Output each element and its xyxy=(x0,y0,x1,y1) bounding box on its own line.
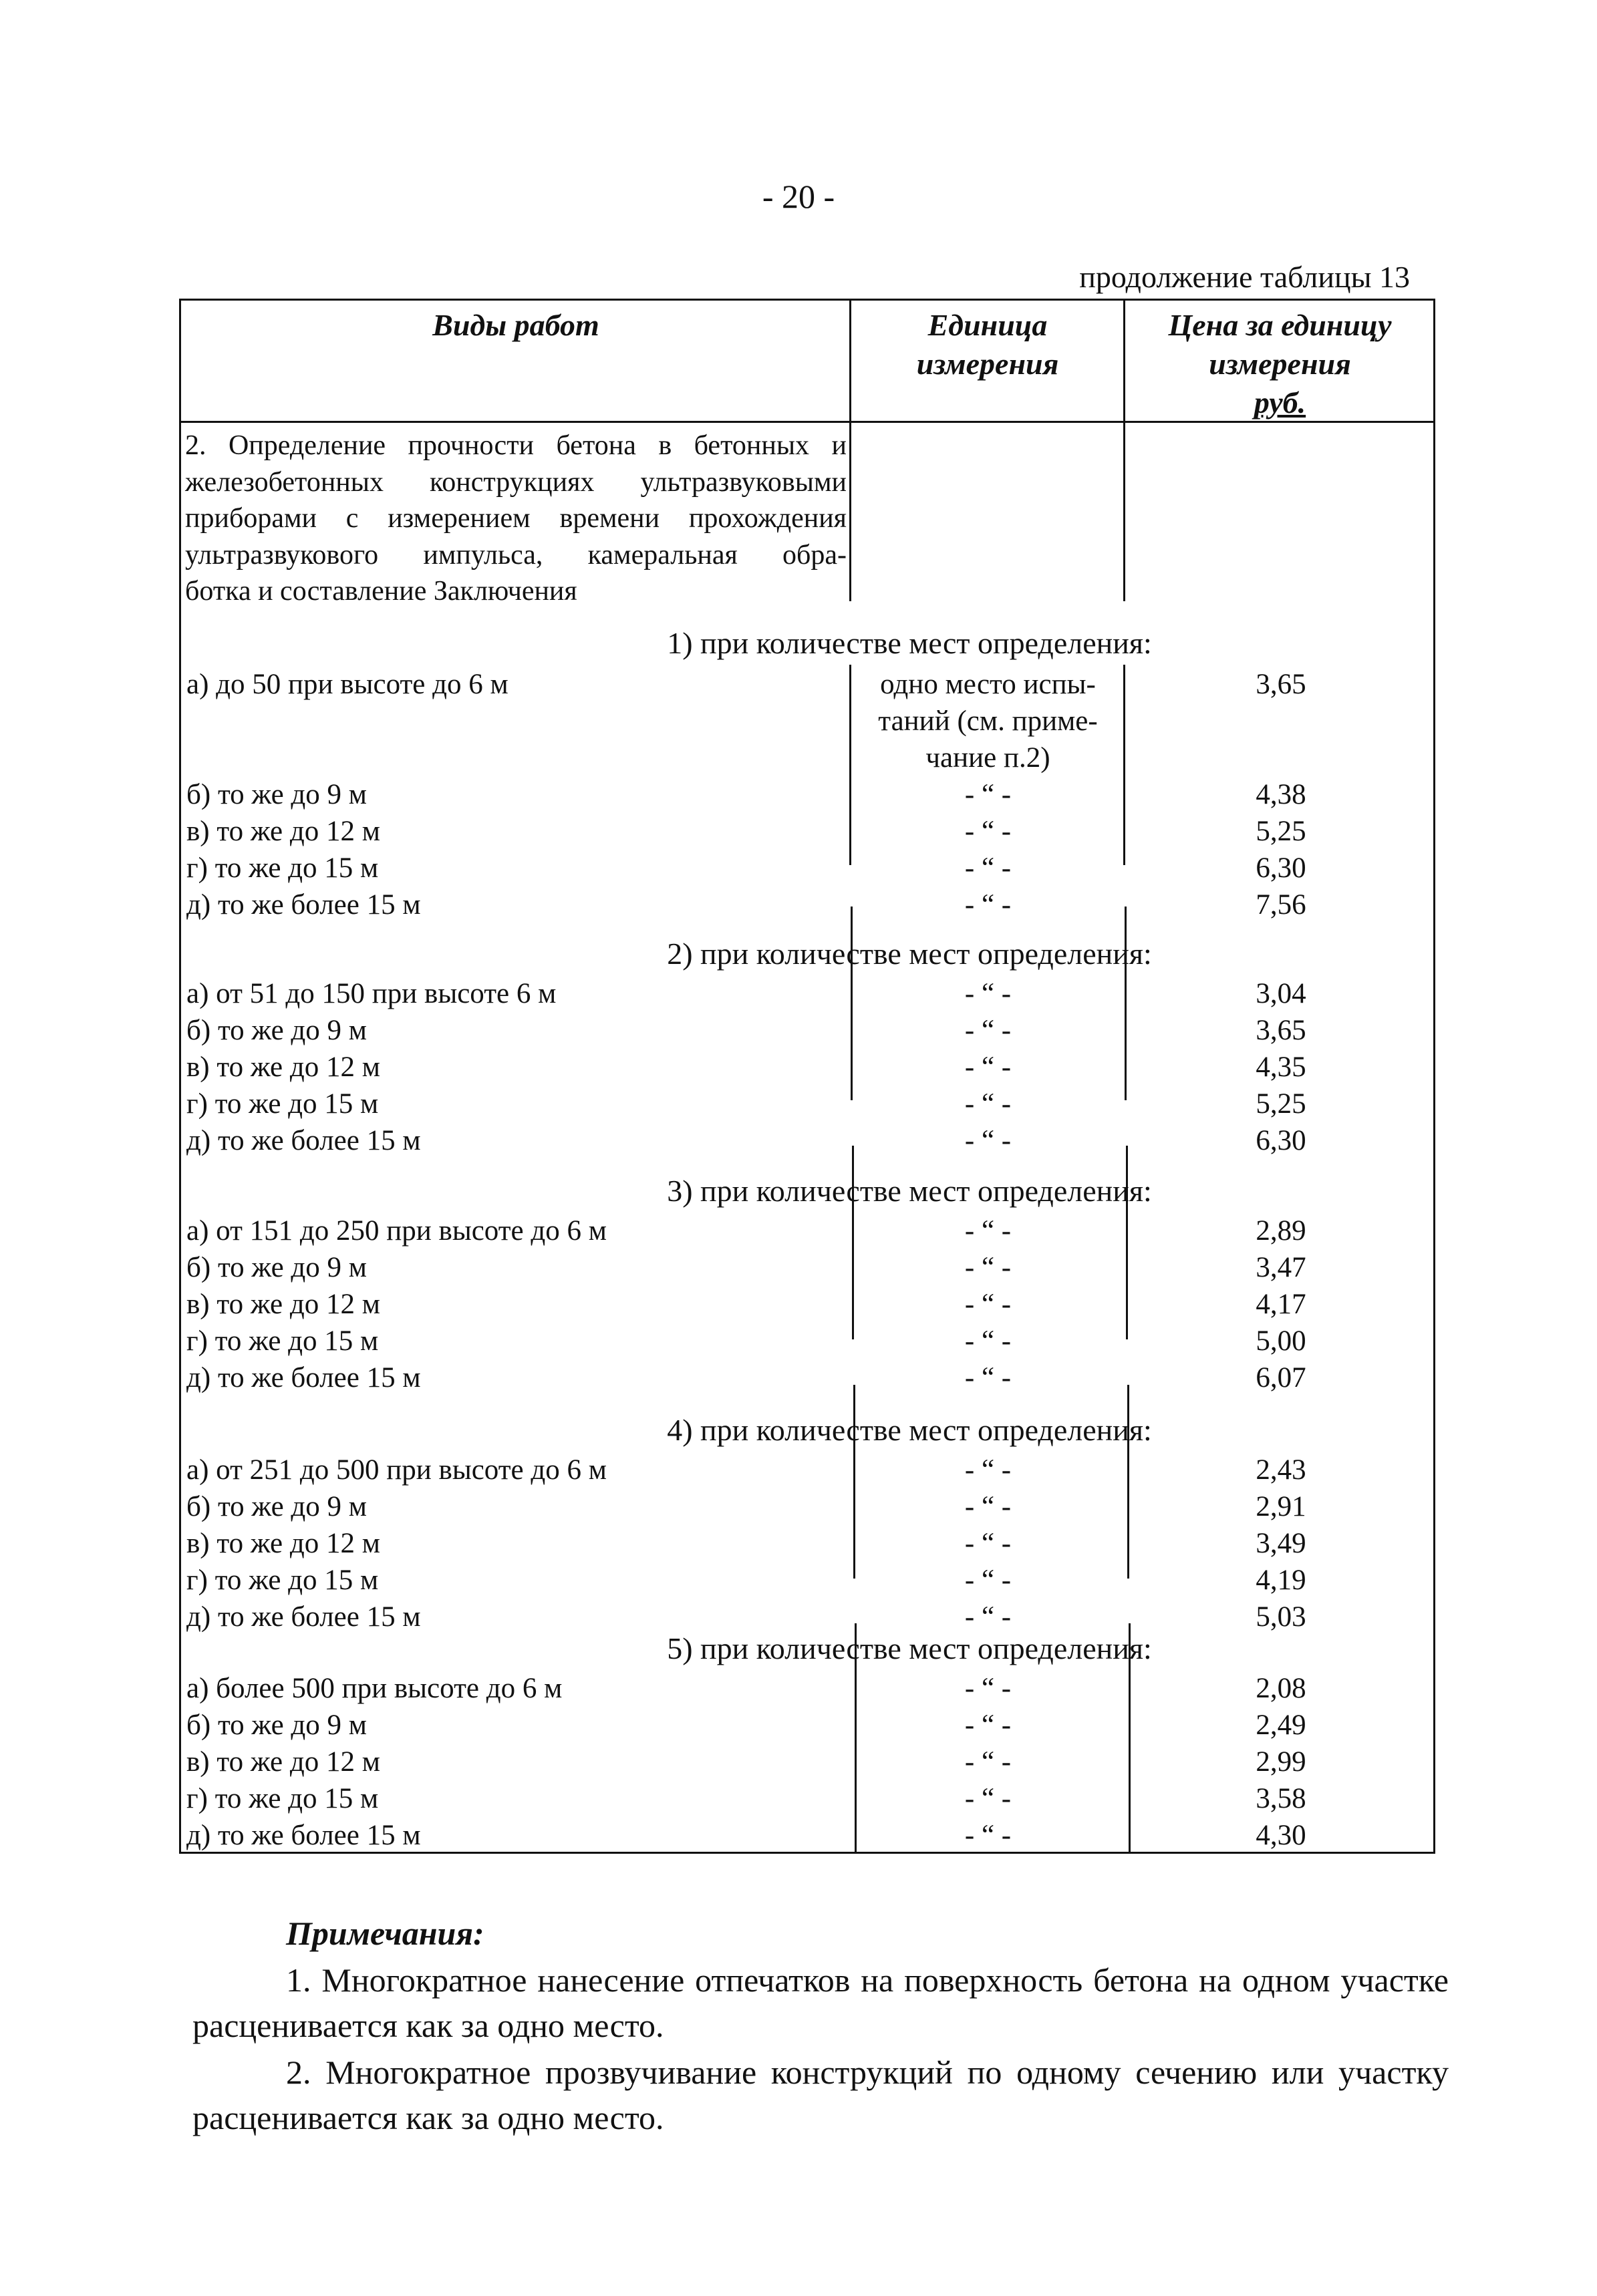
table-row xyxy=(181,1817,1435,1854)
work-cell: б) то же до 9 м xyxy=(186,1709,367,1741)
unit-cell-line: одно место испы- xyxy=(880,669,1096,700)
notes-section xyxy=(192,1911,1449,2140)
group-heading: 1) при количестве мест определения: xyxy=(667,626,1152,660)
unit-cell: - “ - xyxy=(964,1015,1012,1046)
unit-cell: - “ - xyxy=(964,1289,1012,1320)
unit-cell: - “ - xyxy=(964,1362,1012,1393)
price-cell: 4,19 xyxy=(1256,1565,1306,1596)
table-row xyxy=(181,850,1435,886)
price-cell: 3,04 xyxy=(1256,978,1306,1009)
section-title-line: 2. Определение прочности бетона в бетонных и xyxy=(185,430,847,461)
table-row xyxy=(181,666,1435,774)
group-heading: 5) при количестве мест определения: xyxy=(667,1631,1152,1665)
unit-cell: - “ - xyxy=(964,1215,1012,1247)
work-cell: г) то же до 15 м xyxy=(186,1088,379,1120)
section-title-line: железобетонных конструкциях ультразвуковыми xyxy=(185,466,847,498)
table-row xyxy=(181,886,1435,923)
work-cell: д) то же более 15 м xyxy=(186,1820,421,1851)
price-cell: 4,35 xyxy=(1256,1051,1306,1083)
work-cell: а) от 151 до 250 при высоте до 6 м xyxy=(186,1215,607,1247)
price-cell: 4,30 xyxy=(1256,1820,1306,1851)
section-title xyxy=(185,428,847,610)
unit-cell: - “ - xyxy=(964,1088,1012,1120)
work-cell: г) то же до 15 м xyxy=(186,852,379,884)
unit-cell-line: чание п.2) xyxy=(925,742,1050,774)
table-row xyxy=(181,1670,1435,1707)
header-work-type: Виды работ xyxy=(432,308,599,342)
table-row xyxy=(181,1323,1435,1359)
unit-cell: - “ - xyxy=(964,1783,1012,1814)
unit-cell: - “ - xyxy=(964,779,1012,810)
unit-cell: - “ - xyxy=(964,1325,1012,1357)
section-title-line: ультразвукового импульса, камеральная обра- xyxy=(185,539,847,570)
table-row xyxy=(181,1359,1435,1396)
work-cell: а) до 50 при высоте до 6 м xyxy=(186,669,509,700)
work-cell: б) то же до 9 м xyxy=(186,1252,367,1283)
unit-cell: - “ - xyxy=(964,1673,1012,1704)
table-row xyxy=(181,1249,1435,1286)
unit-cell: - “ - xyxy=(964,1709,1012,1741)
table-row xyxy=(181,1049,1435,1086)
unit-cell: - “ - xyxy=(964,978,1012,1009)
group-heading: 2) при количестве мест определения: xyxy=(667,937,1152,971)
price-cell: 6,07 xyxy=(1256,1362,1306,1393)
price-cell: 2,89 xyxy=(1256,1215,1306,1247)
price-cell: 2,43 xyxy=(1256,1454,1306,1486)
header-unit-line: Единица xyxy=(927,308,1048,342)
price-cell: 5,25 xyxy=(1256,816,1306,847)
unit-cell: - “ - xyxy=(964,1565,1012,1596)
work-cell: б) то же до 9 м xyxy=(186,779,367,810)
table-row xyxy=(181,1562,1435,1599)
price-cell: 4,17 xyxy=(1256,1289,1306,1320)
table-row xyxy=(181,1707,1435,1744)
unit-cell: - “ - xyxy=(964,1601,1012,1633)
work-cell: г) то же до 15 м xyxy=(186,1565,379,1596)
price-cell: 4,38 xyxy=(1256,779,1306,810)
unit-cell: - “ - xyxy=(964,1252,1012,1283)
work-cell: в) то же до 12 м xyxy=(186,1051,380,1083)
work-cell: в) то же до 12 м xyxy=(186,1289,380,1320)
work-cell: б) то же до 9 м xyxy=(186,1491,367,1522)
work-cell: г) то же до 15 м xyxy=(186,1783,379,1814)
price-cell: 3,49 xyxy=(1256,1528,1306,1559)
work-cell: д) то же более 15 м xyxy=(186,1601,421,1633)
table-row xyxy=(181,975,1435,1012)
section-title-line: приборами с измерением времени прохождения xyxy=(185,503,847,534)
price-table xyxy=(179,299,1435,1854)
header-price-currency: руб. xyxy=(1254,385,1306,420)
unit-cell: - “ - xyxy=(964,1051,1012,1083)
work-cell: д) то же более 15 м xyxy=(186,1125,421,1156)
unit-cell: - “ - xyxy=(964,1454,1012,1486)
table-row xyxy=(181,776,1435,813)
unit-cell: - “ - xyxy=(964,1820,1012,1851)
group-heading: 4) при количестве мест определения: xyxy=(667,1413,1152,1447)
price-cell: 3,58 xyxy=(1256,1783,1306,1814)
table-continuation-label: продолжение таблицы 13 xyxy=(1079,260,1410,294)
header-price-line: измерения xyxy=(1209,347,1351,381)
work-cell: в) то же до 12 м xyxy=(186,1746,380,1778)
work-cell: в) то же до 12 м xyxy=(186,816,380,847)
unit-cell: - “ - xyxy=(964,852,1012,884)
header-price xyxy=(1125,306,1435,422)
price-cell: 2,49 xyxy=(1256,1709,1306,1741)
work-cell: а) от 251 до 500 при высоте до 6 м xyxy=(186,1454,607,1486)
price-cell: 6,30 xyxy=(1256,852,1306,884)
unit-cell xyxy=(853,666,1123,776)
work-cell: а) более 500 при высоте до 6 м xyxy=(186,1673,563,1704)
unit-cell: - “ - xyxy=(964,1491,1012,1522)
table-row xyxy=(181,1212,1435,1249)
section-divider-2 xyxy=(1123,421,1125,601)
price-cell: 6,30 xyxy=(1256,1125,1306,1156)
price-cell: 3,47 xyxy=(1256,1252,1306,1283)
note-item: 2. Многократное прозвучивание конструкций по одному сечению или участку расценивается как за одно место. xyxy=(192,2054,1449,2136)
price-cell: 3,65 xyxy=(1256,1015,1306,1046)
section-title-line: ботка и составление Заключения xyxy=(185,576,577,607)
group-heading: 3) при количестве мест определения: xyxy=(667,1174,1152,1208)
table-row xyxy=(181,1086,1435,1122)
header-unit-line: измерения xyxy=(916,347,1059,381)
table-row xyxy=(181,1452,1435,1488)
table-row xyxy=(181,1286,1435,1323)
price-cell: 5,00 xyxy=(1256,1325,1306,1357)
table-row xyxy=(181,813,1435,850)
table-row xyxy=(181,1488,1435,1525)
header-unit xyxy=(851,306,1125,383)
price-cell: 7,56 xyxy=(1256,889,1306,921)
header-price-line: Цена за единицу xyxy=(1168,308,1392,342)
work-cell: а) от 51 до 150 при высоте 6 м xyxy=(186,978,557,1009)
section-divider-1 xyxy=(849,421,851,601)
unit-cell: - “ - xyxy=(964,1125,1012,1156)
unit-cell: - “ - xyxy=(964,1746,1012,1778)
notes-title: Примечания: xyxy=(286,1915,484,1952)
price-cell: 2,08 xyxy=(1256,1673,1306,1704)
note-item: 1. Многократное нанесение отпечатков на поверхность бетона на одном участке расценивается как за одно место. xyxy=(192,1961,1449,2044)
work-cell: д) то же более 15 м xyxy=(186,1362,421,1393)
unit-cell: - “ - xyxy=(964,889,1012,921)
table-row xyxy=(181,1525,1435,1562)
unit-cell: - “ - xyxy=(964,816,1012,847)
price-cell: 2,99 xyxy=(1256,1746,1306,1778)
price-cell: 5,25 xyxy=(1256,1088,1306,1120)
table-row xyxy=(181,1744,1435,1780)
page-number: - 20 - xyxy=(762,178,835,215)
price-cell: 2,91 xyxy=(1256,1491,1306,1522)
work-cell: д) то же более 15 м xyxy=(186,889,421,921)
unit-cell-line: таний (см. приме- xyxy=(878,705,1098,737)
work-cell: в) то же до 12 м xyxy=(186,1528,380,1559)
unit-cell: - “ - xyxy=(964,1528,1012,1559)
work-cell: г) то же до 15 м xyxy=(186,1325,379,1357)
work-cell: б) то же до 9 м xyxy=(186,1015,367,1046)
price-cell: 5,03 xyxy=(1256,1601,1306,1633)
table-row xyxy=(181,1122,1435,1159)
table-row xyxy=(181,1012,1435,1049)
table-row xyxy=(181,1780,1435,1817)
price-cell: 3,65 xyxy=(1256,669,1306,700)
